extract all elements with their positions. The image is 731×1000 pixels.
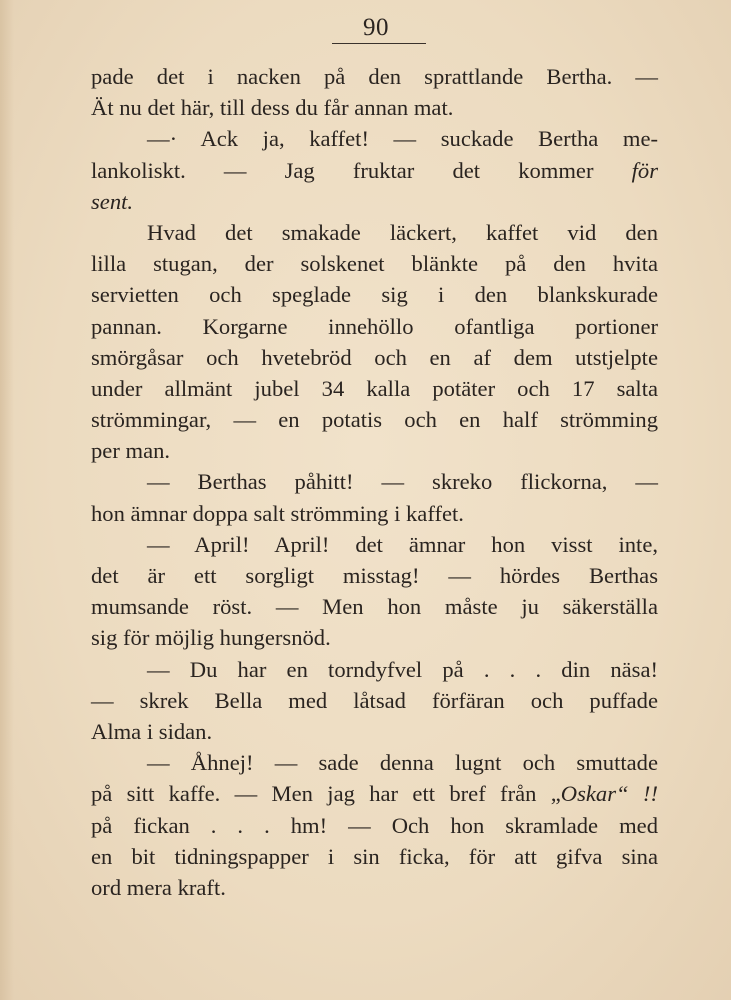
text-line-content: strömmingar, — en potatis och en half strömming	[91, 407, 658, 433]
page-edge-shadow	[0, 0, 14, 1000]
text-line	[91, 248, 658, 279]
text-line-content: — Åhnej! — sade denna lugnt och smuttade	[147, 750, 658, 776]
italic-text: sent.	[91, 188, 134, 214]
italic-text: för	[631, 157, 658, 183]
text-line	[91, 560, 658, 591]
text-line	[91, 685, 658, 716]
text-line-content: en bit tidningspapper i sin ficka, för att gifva sina	[91, 843, 658, 869]
text-line	[91, 186, 658, 217]
text-line-content: det är ett sorgligt misstag! — hördes Berthas	[91, 563, 658, 588]
text-line-content: — Du har en torndyfvel på . . . din näsa!	[147, 656, 658, 682]
text-line-content: hon ämnar doppa salt strömming i kaffet.	[91, 500, 464, 526]
text-line	[91, 373, 658, 404]
text-line	[91, 342, 658, 373]
text-line	[91, 716, 658, 747]
text-line	[91, 654, 658, 685]
text-line	[91, 279, 658, 310]
text-line-content: servietten och speglade sig i den blankskurade	[91, 282, 658, 308]
text-line	[91, 61, 658, 92]
page-number-rule	[332, 43, 426, 44]
text-line	[91, 155, 658, 186]
text-line-content: under allmänt jubel 34 kalla potäter och 17 salta	[91, 375, 658, 401]
text-line-content: per man.	[91, 438, 171, 464]
text-line	[91, 747, 658, 778]
text-line-content: sig för möjlig hungersnöd.	[91, 625, 331, 651]
text-line-content: på fickan . . . hm! — Och hon skramlade med	[91, 812, 658, 838]
text-line-content: pannan. Korgarne innehöllo ofantliga portioner	[91, 313, 658, 339]
text-line	[91, 311, 658, 342]
text-line	[91, 498, 658, 529]
text-line	[91, 404, 658, 435]
text-line	[91, 435, 658, 466]
text-line	[91, 529, 658, 560]
text-line	[91, 841, 658, 872]
body-text	[91, 61, 658, 903]
text-line	[91, 92, 658, 123]
text-line	[91, 872, 658, 903]
text-line-content: pade det i nacken på den sprattlande Bertha. —	[91, 64, 658, 89]
page-number: 90	[363, 14, 389, 41]
text-line	[91, 123, 658, 154]
italic-text: Oskar“ !!	[560, 781, 658, 807]
text-line	[91, 622, 658, 653]
text-line-content: ord mera kraft.	[91, 874, 226, 900]
text-line-content: lankoliskt. — Jag fruktar det kommer	[91, 157, 632, 183]
text-line-content: smörgåsar och hvetebröd och en af dem utstjelpte	[91, 344, 658, 370]
text-line-content: —· Ack ja, kaffet! — suckade Bertha me-	[147, 126, 658, 152]
text-line-content: Hvad det smakade läckert, kaffet vid den	[147, 219, 658, 245]
text-line-content: mumsande röst. — Men hon måste ju säkerställa	[91, 594, 658, 620]
text-line-content: Ät nu det här, till dess du får annan mat.	[91, 95, 454, 121]
text-line	[91, 466, 658, 497]
text-line-content: på sitt kaffe. — Men jag har ett bref från „	[91, 781, 561, 807]
text-line-content: — April! April! det ämnar hon visst inte,	[147, 531, 658, 557]
text-line-content: lilla stugan, der solskenet blänkte på den hvita	[91, 251, 658, 277]
text-line	[91, 778, 658, 809]
text-line	[91, 217, 658, 248]
text-line-content: — Berthas påhitt! — skreko flickorna, —	[147, 469, 658, 495]
text-line-content: Alma i sidan.	[91, 718, 213, 744]
text-line	[91, 810, 658, 841]
text-line	[91, 591, 658, 622]
text-line-content: — skrek Bella med låtsad förfäran och puffade	[91, 687, 658, 713]
